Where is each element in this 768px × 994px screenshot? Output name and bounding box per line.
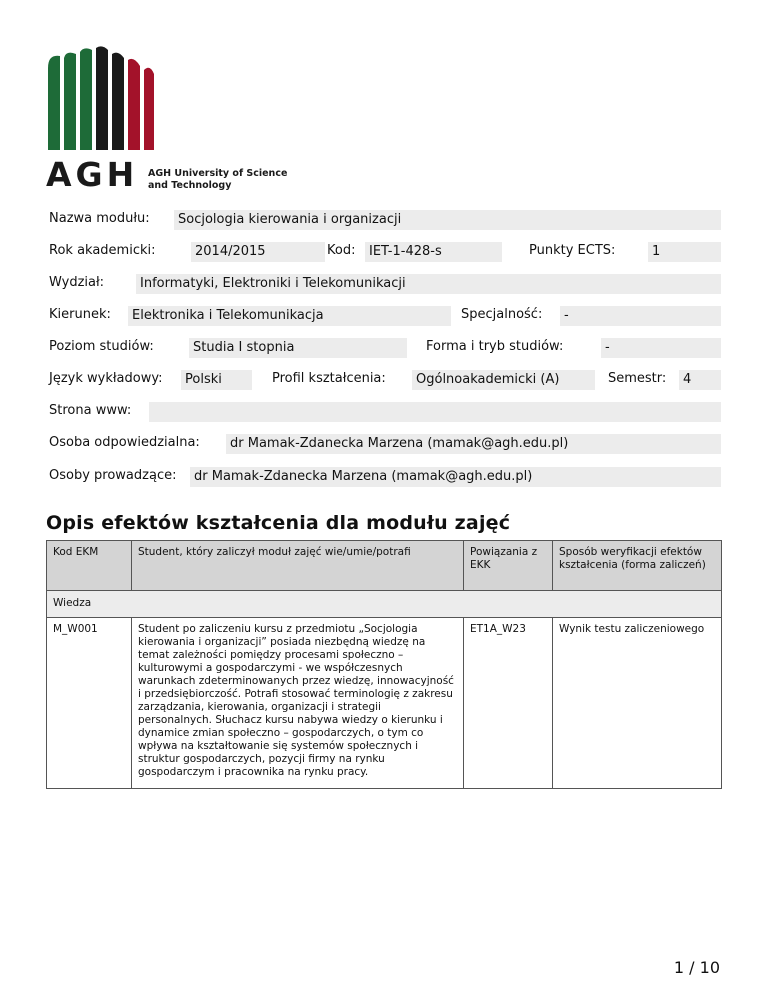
teachers-value: dr Mamak-Zdanecka Marzena (mamak@agh.edu.pl) <box>190 467 721 487</box>
agh-emblem-icon <box>46 46 291 191</box>
row-ekk: ET1A_W23 <box>464 618 553 789</box>
learning-outcomes-table <box>46 540 722 789</box>
semester-label: Semestr: <box>608 371 667 386</box>
specialty-value: - <box>560 306 721 326</box>
profile-label: Profil kształcenia: <box>272 371 386 386</box>
website-value <box>149 402 721 422</box>
field-of-study-label: Kierunek: <box>49 307 111 322</box>
language-value: Polski <box>181 370 252 390</box>
header-student-outcome: Student, który zaliczył moduł zajęć wie/umie/potrafi <box>132 541 464 591</box>
section-title: Opis efektów kształcenia dla modułu zajęć <box>46 512 511 534</box>
page-number: 1 / 10 <box>673 958 720 977</box>
code-value: IET-1-428-s <box>365 242 502 262</box>
ects-value: 1 <box>648 242 721 262</box>
group-label: Wiedza <box>47 591 722 618</box>
academic-year-label: Rok akademicki: <box>49 243 156 258</box>
language-label: Język wykładowy: <box>49 371 163 386</box>
university-name-line2: and Technology <box>148 180 232 191</box>
row-verification: Wynik testu zaliczeniowego <box>553 618 722 789</box>
agh-wordmark: AGH <box>46 155 139 191</box>
header-verification: Sposób weryfikacji efektów kształcenia (forma zaliczeń) <box>553 541 722 591</box>
website-label: Strona www: <box>49 403 132 418</box>
header-ekk-links: Powiązania z EKK <box>464 541 553 591</box>
specialty-label: Specjalność: <box>461 307 543 322</box>
agh-logo <box>46 46 291 191</box>
study-mode-label: Forma i tryb studiów: <box>426 339 564 354</box>
responsible-person-value: dr Mamak-Zdanecka Marzena (mamak@agh.edu.pl) <box>226 434 721 454</box>
header-ekm-code: Kod EKM <box>47 541 132 591</box>
table-row <box>47 618 722 789</box>
teachers-label: Osoby prowadzące: <box>49 468 177 483</box>
study-mode-value: - <box>601 338 721 358</box>
field-of-study-value: Elektronika i Telekomunikacja <box>128 306 451 326</box>
faculty-value: Informatyki, Elektroniki i Telekomunikacji <box>136 274 721 294</box>
responsible-person-label: Osoba odpowiedzialna: <box>49 435 200 450</box>
university-name-line1: AGH University of Science <box>148 168 288 179</box>
code-label: Kod: <box>327 243 356 258</box>
row-code: M_W001 <box>47 618 132 789</box>
semester-value: 4 <box>679 370 721 390</box>
row-description: Student po zaliczeniu kursu z przedmiotu „Socjologia kierowania i organizacji” posiada niezbędną wiedzę na temat zależności pomiędzy procesami społeczno – kulturowymi a gospodarczymi - we współczesnych warunkach zdeterminowanych przez wiedzę, innowacyjność i przedsiębiorczość. Potrafi stosować terminologię z zakresu zarządzania, kierowania, organizacji i strategii personalnych. Słuchacz kursu nabywa wiedzy o kierunku i dynamice zmian społeczno – gospodarczych, o tym co wpływa na kształtowanie się systemów społecznych i struktur gospodarczych, pozycji firmy na rynku gospodarczym i pracownika na rynku pracy. <box>132 618 464 789</box>
study-level-value: Studia I stopnia <box>189 338 407 358</box>
table-group-row <box>47 591 722 618</box>
module-name-label: Nazwa modułu: <box>49 211 150 226</box>
faculty-label: Wydział: <box>49 275 105 290</box>
table-header-row <box>47 541 722 591</box>
study-level-label: Poziom studiów: <box>49 339 154 354</box>
profile-value: Ogólnoakademicki (A) <box>412 370 595 390</box>
academic-year-value: 2014/2015 <box>191 242 325 262</box>
module-name-value: Socjologia kierowania i organizacji <box>174 210 721 230</box>
ects-label: Punkty ECTS: <box>529 243 616 258</box>
